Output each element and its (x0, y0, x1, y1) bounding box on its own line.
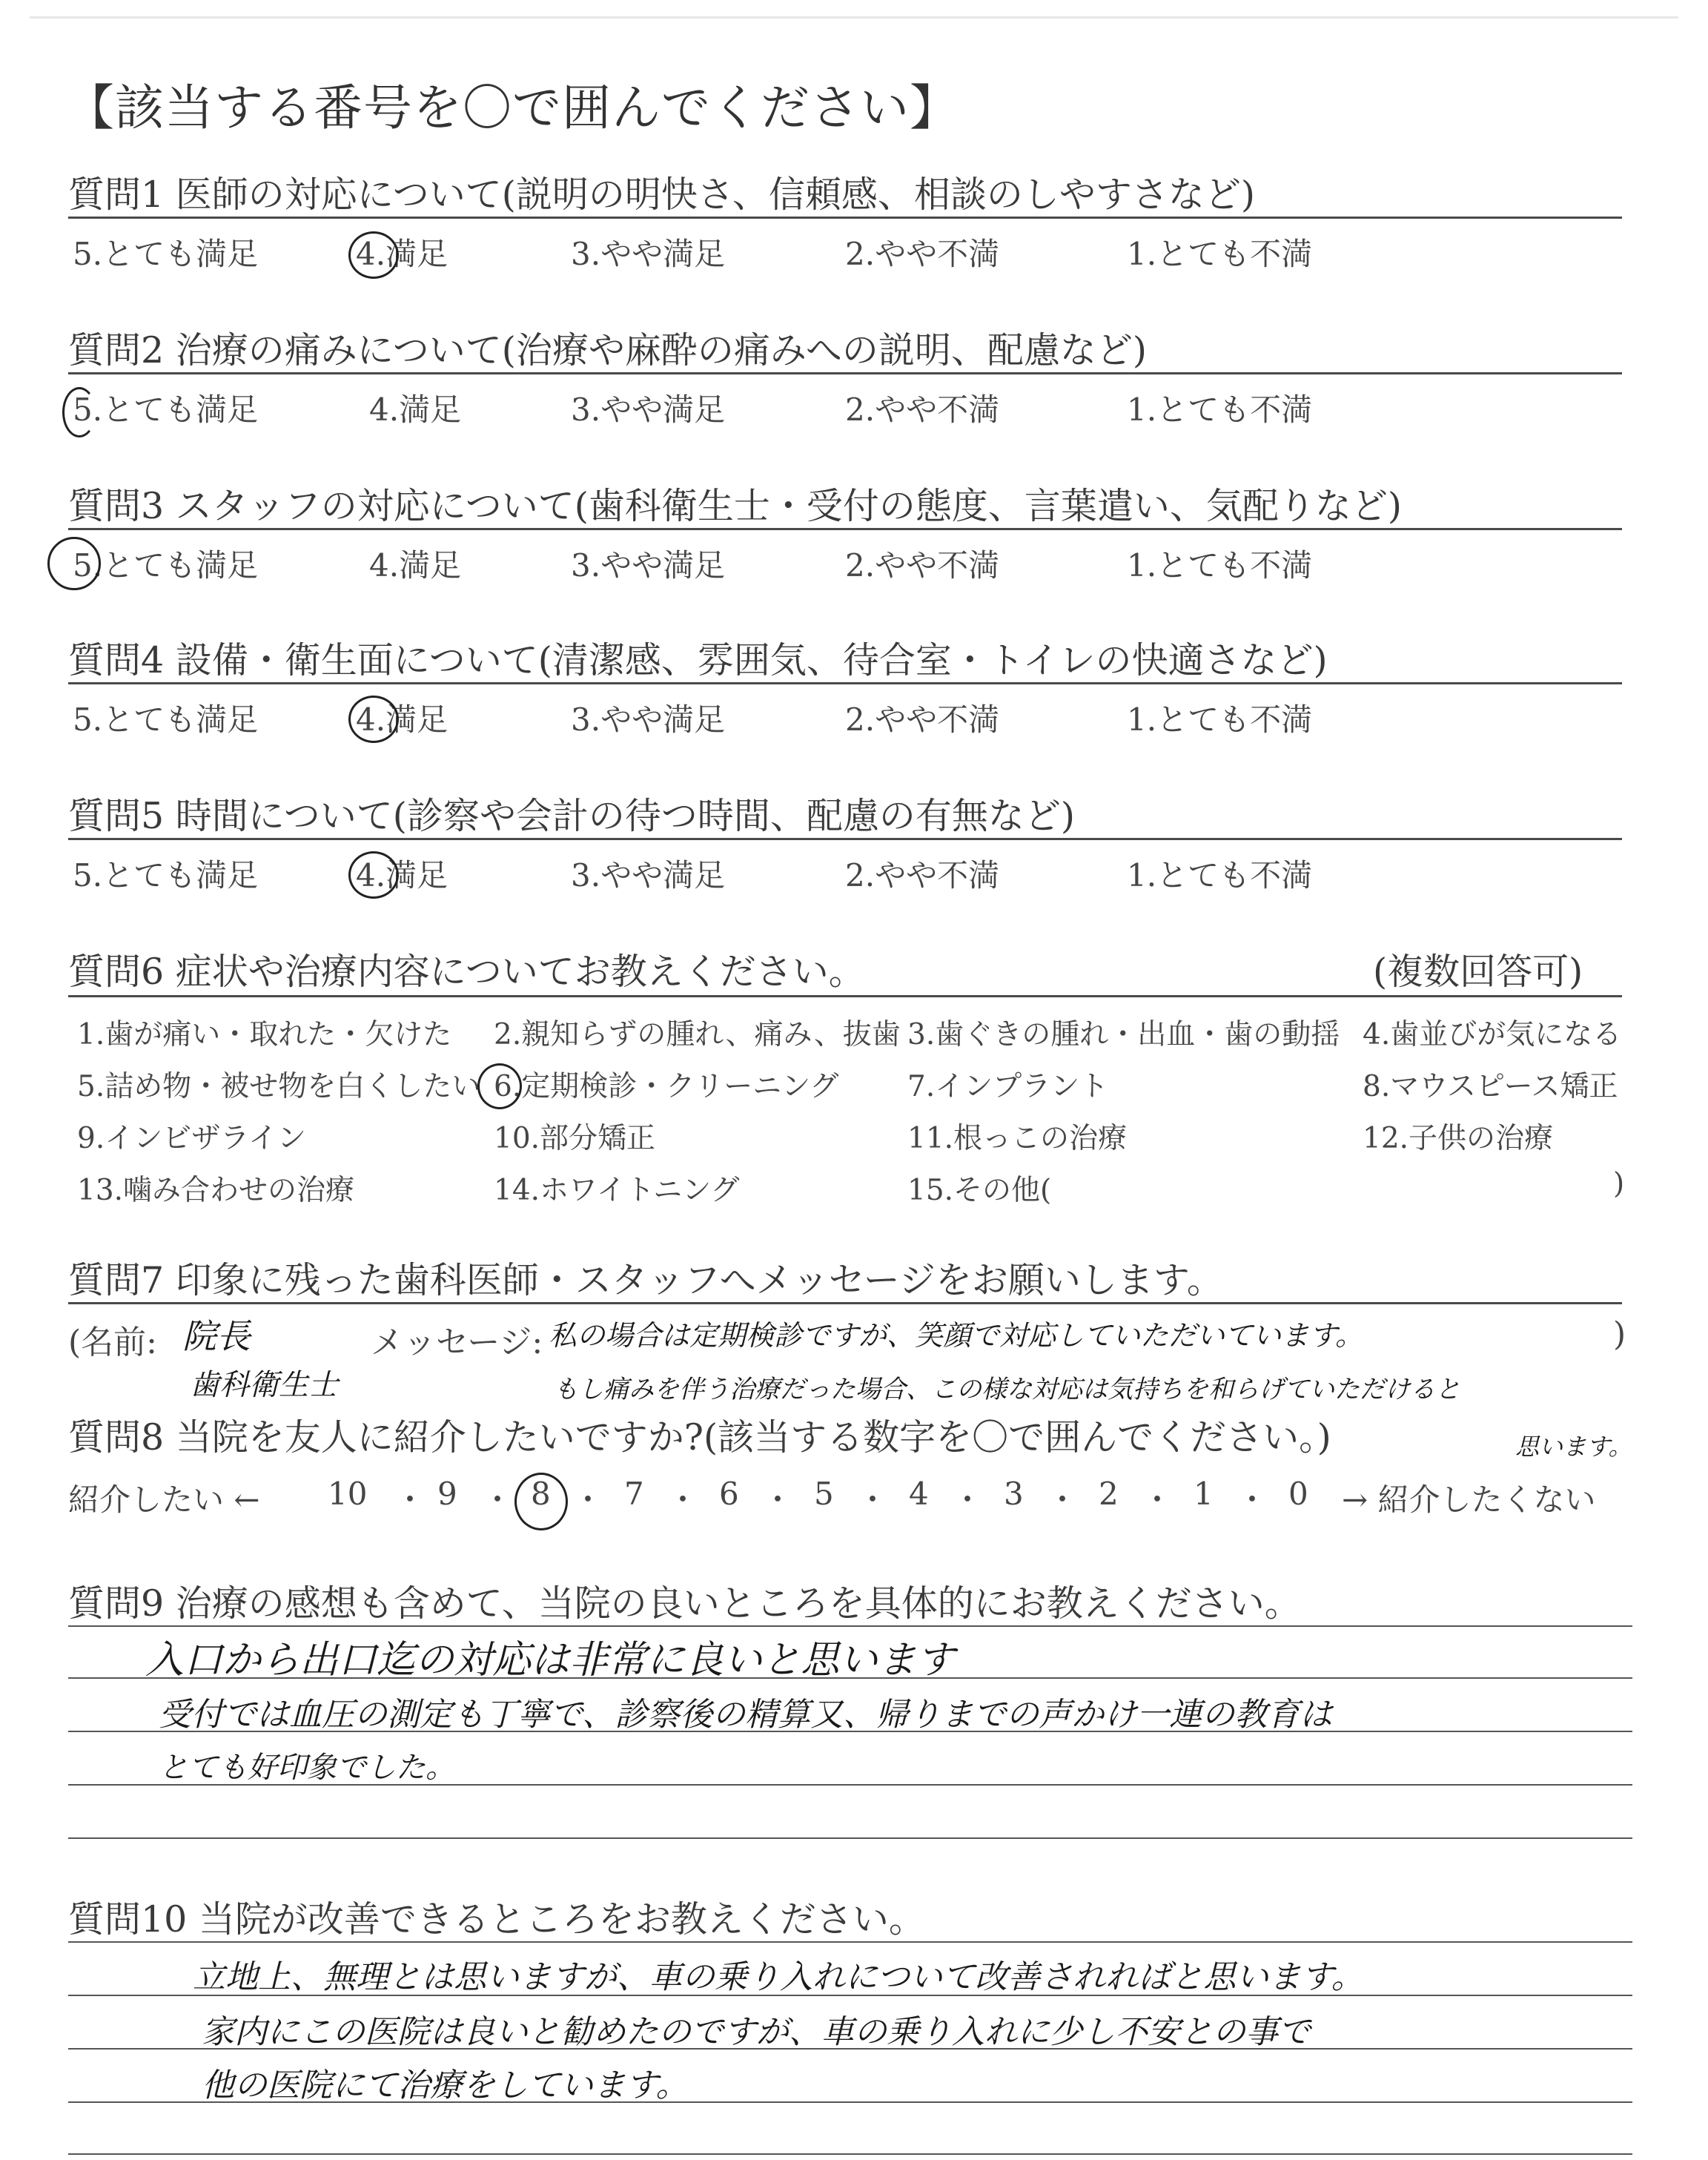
q3-rule (68, 528, 1622, 530)
q2-rule (68, 372, 1622, 374)
q6-rule (68, 995, 1622, 997)
q8-selected-circle (514, 1473, 568, 1530)
q7-message-handwritten-2: もし痛みを伴う治療だった場合、この様な対応は気持ちを和らげていただけると (553, 1375, 1460, 1404)
q6-item-6[interactable]: 6.定期検診・クリーニング (494, 1070, 839, 1103)
q8-left-label: 紹介したい ← (68, 1482, 260, 1518)
q3-option-5[interactable]: 5.とても満足 (73, 547, 259, 584)
q8-scale-2[interactable]: 2 (1099, 1476, 1119, 1512)
q1-title: 質問1 医師の対応について(説明の明快さ、信頼感、相談のしやすさなど) (68, 174, 1256, 216)
q7-message-handwritten-1: 私の場合は定期検診ですが、笑顔で対応していただいています。 (549, 1319, 1363, 1352)
q4-option-3[interactable]: 3.やや満足 (571, 701, 726, 738)
q2-option-1[interactable]: 1.とても不満 (1127, 392, 1313, 428)
q8-scale-0[interactable]: 0 (1288, 1476, 1308, 1512)
q6-item-2[interactable]: 2.親知らずの腫れ、痛み、抜歯 (494, 1018, 901, 1051)
q6-item-10[interactable]: 10.部分矯正 (494, 1122, 656, 1155)
q5-rule (68, 838, 1622, 840)
q8-scale-9[interactable]: 9 (437, 1476, 457, 1512)
page-header: 【該当する番号を〇で囲んでください】 (65, 79, 959, 136)
top-border (30, 16, 1678, 19)
q7-message-label: メッセージ: (371, 1324, 543, 1361)
q7-name-label: (名前: (68, 1324, 157, 1361)
q6-item-3[interactable]: 3.歯ぐきの腫れ・出血・歯の動揺 (907, 1018, 1340, 1051)
q7-title: 質問7 印象に残った歯科医師・スタッフへメッセージをお願いします。 (68, 1259, 1223, 1301)
q4-option-2[interactable]: 2.やや不満 (845, 701, 1000, 738)
q8-right-label: → 紹介したくない (1342, 1482, 1596, 1518)
q9-line-5 (68, 1837, 1632, 1839)
q10-answer-line-2: 家内にこの医院は良いと勧めたのですが、車の乗り入れに少し不安との事で (202, 2013, 1311, 2051)
q8-scale-1[interactable]: 1 (1194, 1476, 1214, 1512)
q7-message-handwritten-3: 思います。 (1515, 1433, 1632, 1461)
q8-scale-8[interactable]: 8 (531, 1476, 551, 1512)
q10-title: 質問10 当院が改善できるところをお教えください。 (68, 1898, 925, 1941)
q8-dot: ・ (857, 1482, 889, 1518)
q6-item-11[interactable]: 11.根っこの治療 (907, 1122, 1128, 1155)
q8-scale-5[interactable]: 5 (814, 1476, 834, 1512)
q8-scale-7[interactable]: 7 (624, 1476, 644, 1512)
q8-title: 質問8 当院を友人に紹介したいですか?(該当する数字を〇で囲んでください。) (68, 1416, 1331, 1459)
q3-title: 質問3 スタッフの対応について(歯科衛生士・受付の態度、言葉遣い、気配りなど) (68, 485, 1403, 527)
q6-item-15-close: ) (1613, 1167, 1625, 1200)
q5-selected-circle (348, 851, 399, 899)
q4-selected-circle (348, 696, 399, 743)
q4-rule (68, 682, 1622, 684)
q6-item-4[interactable]: 4.歯並びが気になる (1363, 1018, 1622, 1051)
q3-option-2[interactable]: 2.やや不満 (845, 547, 1000, 584)
q7-close-paren: ) (1613, 1315, 1626, 1353)
q9-line-1 (68, 1625, 1632, 1627)
q5-option-3[interactable]: 3.やや満足 (571, 857, 726, 894)
q9-answer-line-1: 入口から出口迄の対応は非常に良いと思います (145, 1638, 956, 1682)
q8-dot: ・ (394, 1482, 426, 1518)
q6-item-14[interactable]: 14.ホワイトニング (494, 1174, 740, 1207)
q3-option-3[interactable]: 3.やや満足 (571, 547, 726, 584)
q3-option-1[interactable]: 1.とても不満 (1127, 547, 1313, 584)
q7-name-handwritten-2: 歯科衛生士 (190, 1368, 338, 1402)
q6-item-13[interactable]: 13.噛み合わせの治療 (77, 1174, 355, 1207)
q1-option-4[interactable]: 4.満足 (356, 236, 448, 272)
q8-scale-6[interactable]: 6 (719, 1476, 739, 1512)
q1-rule (68, 217, 1622, 219)
q8-dot: ・ (1047, 1482, 1079, 1518)
q8-dot: ・ (762, 1482, 794, 1518)
q5-option-4[interactable]: 4.満足 (356, 857, 448, 894)
q10-answer-line-3: 他の医院にて治療をしています。 (202, 2067, 689, 2104)
q1-option-3[interactable]: 3.やや満足 (571, 236, 726, 272)
q7-name-handwritten-1: 院長 (182, 1316, 251, 1356)
q5-title: 質問5 時間について(診察や会計の待つ時間、配慮の有無など) (68, 795, 1076, 837)
q10-line-5 (68, 2153, 1632, 2155)
q1-option-1[interactable]: 1.とても不満 (1127, 236, 1313, 272)
q6-item-15[interactable]: 15.その他( (907, 1174, 1052, 1207)
q10-answer-line-1: 立地上、無理とは思いますが、車の乗り入れについて改善されればと思います。 (193, 1958, 1364, 1996)
q9-title: 質問9 治療の感想も含めて、当院の良いところを具体的にお教えください。 (68, 1582, 1301, 1625)
q2-option-3[interactable]: 3.やや満足 (571, 392, 726, 428)
q6-item-9[interactable]: 9.インビザライン (77, 1122, 307, 1155)
q6-item-7[interactable]: 7.インプラント (907, 1070, 1109, 1103)
q2-option-2[interactable]: 2.やや不満 (845, 392, 1000, 428)
q4-option-5[interactable]: 5.とても満足 (73, 701, 259, 738)
q6-item-8[interactable]: 8.マウスピース矯正 (1363, 1070, 1618, 1103)
q2-option-5[interactable]: 5.とても満足 (73, 392, 259, 428)
q6-selected-circle (477, 1063, 522, 1109)
q8-scale-10[interactable]: 10 (328, 1476, 368, 1512)
q7-rule (68, 1302, 1622, 1304)
q4-option-4[interactable]: 4.満足 (356, 701, 448, 738)
q3-option-4[interactable]: 4.満足 (369, 547, 462, 584)
q8-dot: ・ (1142, 1482, 1174, 1518)
q2-title: 質問2 治療の痛みについて(治療や麻酔の痛みへの説明、配慮など) (68, 329, 1148, 371)
q6-item-1[interactable]: 1.歯が痛い・取れた・欠けた (77, 1018, 452, 1051)
q9-answer-line-2: 受付では血圧の測定も丁寧で、診察後の精算又、帰りまでの声かけ一連の教育は (159, 1696, 1333, 1734)
q1-selected-circle (348, 231, 399, 279)
q4-option-1[interactable]: 1.とても不満 (1127, 701, 1313, 738)
q4-title: 質問4 設備・衛生面について(清潔感、雰囲気、待合室・トイレの快適さなど) (68, 639, 1328, 681)
q8-dot: ・ (1237, 1482, 1268, 1518)
q3-selected-circle (47, 537, 101, 590)
q2-selected-circle (62, 387, 96, 437)
q1-option-5[interactable]: 5.とても満足 (73, 236, 259, 272)
q6-note: (複数回答可) (1373, 951, 1583, 993)
q8-dot: ・ (667, 1482, 699, 1518)
q2-option-4[interactable]: 4.満足 (369, 392, 462, 428)
q5-option-5[interactable]: 5.とても満足 (73, 857, 259, 894)
q8-dot: ・ (482, 1482, 514, 1518)
q6-item-12[interactable]: 12.子供の治療 (1363, 1122, 1554, 1155)
q8-dot: ・ (572, 1482, 604, 1518)
q9-answer-line-3: とても好印象でした。 (159, 1751, 455, 1785)
q1-option-2[interactable]: 2.やや不満 (845, 236, 1000, 272)
q6-item-5[interactable]: 5.詰め物・被せ物を白くしたい (77, 1070, 481, 1103)
q5-option-1[interactable]: 1.とても不満 (1127, 857, 1313, 894)
q8-dot: ・ (952, 1482, 984, 1518)
q5-option-2[interactable]: 2.やや不満 (845, 857, 1000, 894)
q8-scale-4[interactable]: 4 (909, 1476, 929, 1512)
q8-scale-3[interactable]: 3 (1004, 1476, 1024, 1512)
q10-line-1 (68, 1941, 1632, 1943)
q6-title: 質問6 症状や治療内容についてお教えください。 (68, 951, 865, 993)
